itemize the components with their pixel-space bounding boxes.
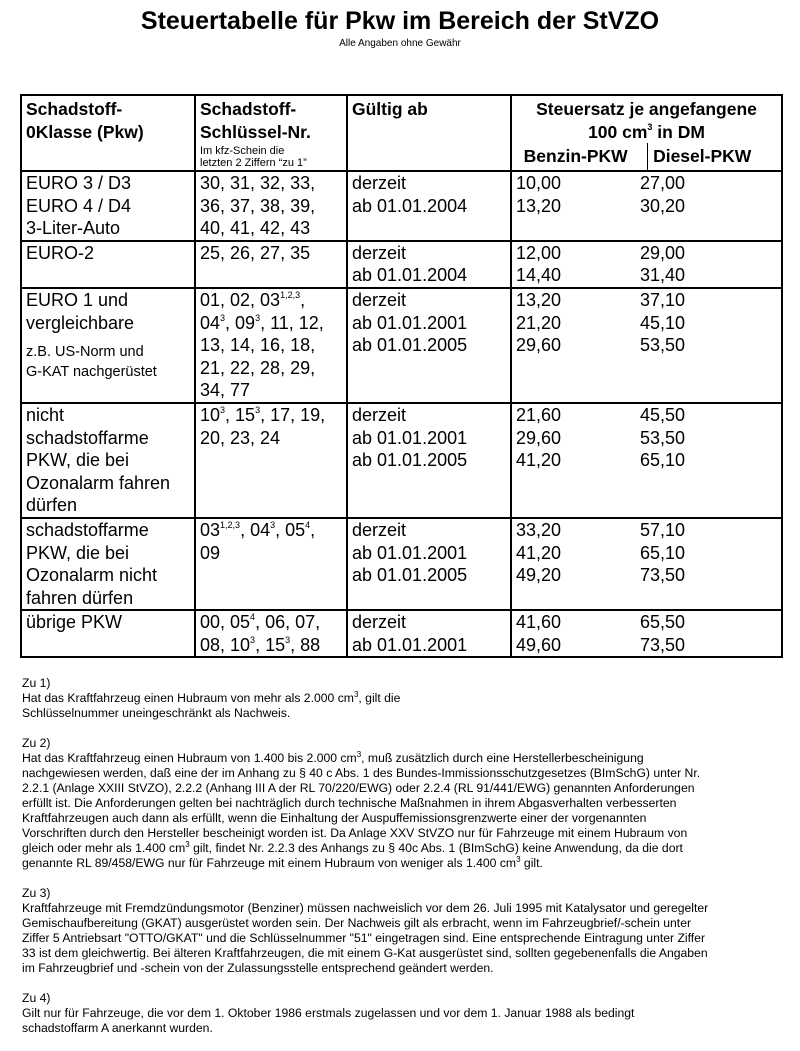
cell-class: EURO 1 und vergleichbare z.B. US-Norm und G-KAT nachgerüstet (21, 288, 195, 403)
cell-benzin: 33,20 41,20 49,20 (511, 518, 636, 610)
table-row (21, 288, 782, 403)
cell-valid: derzeit ab 01.01.2001 (347, 610, 511, 657)
header-key: Schadstoff- Schlüssel-Nr. Im kfz-Schein die letzten 2 Ziffern “zu 1” (195, 95, 347, 171)
header-valid: Gültig ab (347, 95, 511, 171)
cell-diesel: 27,00 30,20 (636, 171, 782, 241)
cell-diesel: 29,00 31,40 (636, 241, 782, 288)
footnote-3: Zu 3) Kraftfahrzeuge mit Fremdzündungsmotor (Benziner) müssen nachweislich vor dem 26. Juli 1995 mit Katalysator und geregelter Gemischaufbereitung (GKAT) ausgerüstet worden sein. Der Nachweis gilt als erbracht, wenn im Fahrzeugbrief/-schein unter Ziffer 5 Antriebsart "OTTO/GKAT" und die Schlüsselnummer "51" eingetragen sind. Eine entsprechende Eintragung unter Ziffer 33 ist dem gleichwertig. Bei älteren Kraftfahrzeugen, die mit einem G-Kat ausgerüstet sind, sollten gegebenenfalls die Angaben im Fahrzeugbrief und -schein von der Zulassungsstelle entsprechend geändert werden. (22, 886, 709, 975)
header-rate-unit: 100 $cm^3$ in DM (588, 122, 705, 142)
header-class: Schadstoff- 0Klasse (Pkw) (21, 95, 195, 171)
table-row (21, 610, 782, 657)
page-title: Steuertabelle für Pkw im Bereich der StVZO (140, 7, 660, 35)
cell-key: 25, 26, 27, 35 (195, 241, 347, 288)
table-row (21, 518, 782, 610)
table-row (21, 403, 782, 518)
cell-class: übrige PKW (21, 610, 195, 657)
cell-valid: derzeit ab 01.01.2001 ab 01.01.2005 (347, 518, 511, 610)
cell-valid: derzeit ab 01.01.2004 (347, 241, 511, 288)
cell-diesel: 37,10 45,10 53,50 (636, 288, 782, 403)
cell-diesel: 57,10 65,10 73,50 (636, 518, 782, 610)
cell-class: EURO-2 (21, 241, 195, 288)
cell-key: $10^3$, $15^3$, 17, 19, 20, 23, 24 (195, 403, 347, 518)
footnote-4: Zu 4) Gilt nur für Fahrzeuge, die vor dem 1. Oktober 1986 erstmals zugelassen und vor dem 1. Januar 1988 als bedingt schadstoffarm A anerkannt wurden. (22, 991, 635, 1035)
cell-key: 01, 02, 03$^{1,2,3}$, $04^3$, $09^3$, 11, 12, 13, 14, 16, 18, 21, 22, 28, 29, 34, 77 (195, 288, 347, 403)
footnote-2: Zu 2) Hat das Kraftfahrzeug einen Hubraum von 1.400 bis 2.000 $cm^3$, muß zusätzlich durch eine Herstellerbescheinigung nachgewiesen werden, daß eine der im Anhang zu § 40 c Abs. 1 des Bundes-Immissionsschutzgesetzes (BImSchG) unter Nr. 2.2.1 (Anlage XXIII StVZO), 2.2.2 (Anhang III A der RL 70/220/EWG) oder 2.2.4 (RL 91/441/EWG) genannten Anforderungen erfüllt ist. Die Anforderungen gelten bei nachträglich durch technische Maßnahmen in ihrem Abgasverhalten verbesserten Kraftfahrzeugen auch dann als erfüllt, wenn die Einhaltung der Auspuffemissionsgrenzwerte einer der vorgenannten Vorschriften durch den Hersteller bescheinigt worden ist. Da Anlage XXV StVZO nur für Fahrzeuge mit einem Hubraum von gleich oder mehr als 1.400 $cm^3$ gilt, findet Nr. 2.2.3 des Anhangs zu § 40c Abs. 1 (BImSchG) keine Anwendung, da die dort genannte RL 89/458/EWG nur für Fahrzeuge mit einem Hubraum von weniger als 1.400 $cm^3$ gilt. (22, 736, 701, 870)
cell-key: 30, 31, 32, 33, 36, 37, 38, 39, 40, 41, 42, 43 (195, 171, 347, 241)
header-key-note: Im kfz-Schein die letzten 2 Ziffern “zu 1” (200, 145, 307, 169)
cell-key: 03$^{1,2,3}$, $04^3$, $05^4$, 09 (195, 518, 347, 610)
header-diesel: Diesel-PKW (653, 146, 752, 166)
cell-benzin: 41,60 49,60 (511, 610, 636, 657)
cell-benzin: 21,60 29,60 41,20 (511, 403, 636, 518)
table-row (21, 241, 782, 288)
tax-table (20, 94, 783, 658)
cell-diesel: 45,50 53,50 65,10 (636, 403, 782, 518)
cell-class: nicht schadstoffarme PKW, die bei Ozonalarm fahren dürfen (21, 403, 195, 518)
header-row (21, 95, 782, 171)
cell-class: EURO 3 / D3 EURO 4 / D4 3-Liter-Auto (21, 171, 195, 241)
table-row (21, 171, 782, 241)
cell-valid: derzeit ab 01.01.2001 ab 01.01.2005 (347, 288, 511, 403)
column-divider (647, 143, 648, 170)
cell-class: schadstoffarme PKW, die bei Ozonalarm nicht fahren dürfen (21, 518, 195, 610)
footnote-1: Zu 1) Hat das Kraftfahrzeug einen Hubraum von mehr als 2.000 $cm^3$, gilt die Schlüsselnummer uneingeschränkt als Nachweis. (22, 676, 401, 720)
cell-benzin: 13,20 21,20 29,60 (511, 288, 636, 403)
cell-diesel: 65,50 73,50 (636, 610, 782, 657)
cell-valid: derzeit ab 01.01.2001 ab 01.01.2005 (347, 403, 511, 518)
disclaimer: Alle Angaben ohne Gewähr (339, 38, 461, 49)
cell-benzin: 10,00 13,20 (511, 171, 636, 241)
cell-benzin: 12,00 14,40 (511, 241, 636, 288)
cell-key: 00, $05^4$, 06, 07, 08, $10^3$, $15^3$, 88 (195, 610, 347, 657)
header-rate: Steuersatz je angefangene 100 $cm^3$ in DM Benzin-PKW Diesel-PKW (511, 95, 782, 171)
header-benzin: Benzin-PKW (523, 146, 628, 166)
cell-valid: derzeit ab 01.01.2004 (347, 171, 511, 241)
footnotes (22, 676, 782, 1051)
